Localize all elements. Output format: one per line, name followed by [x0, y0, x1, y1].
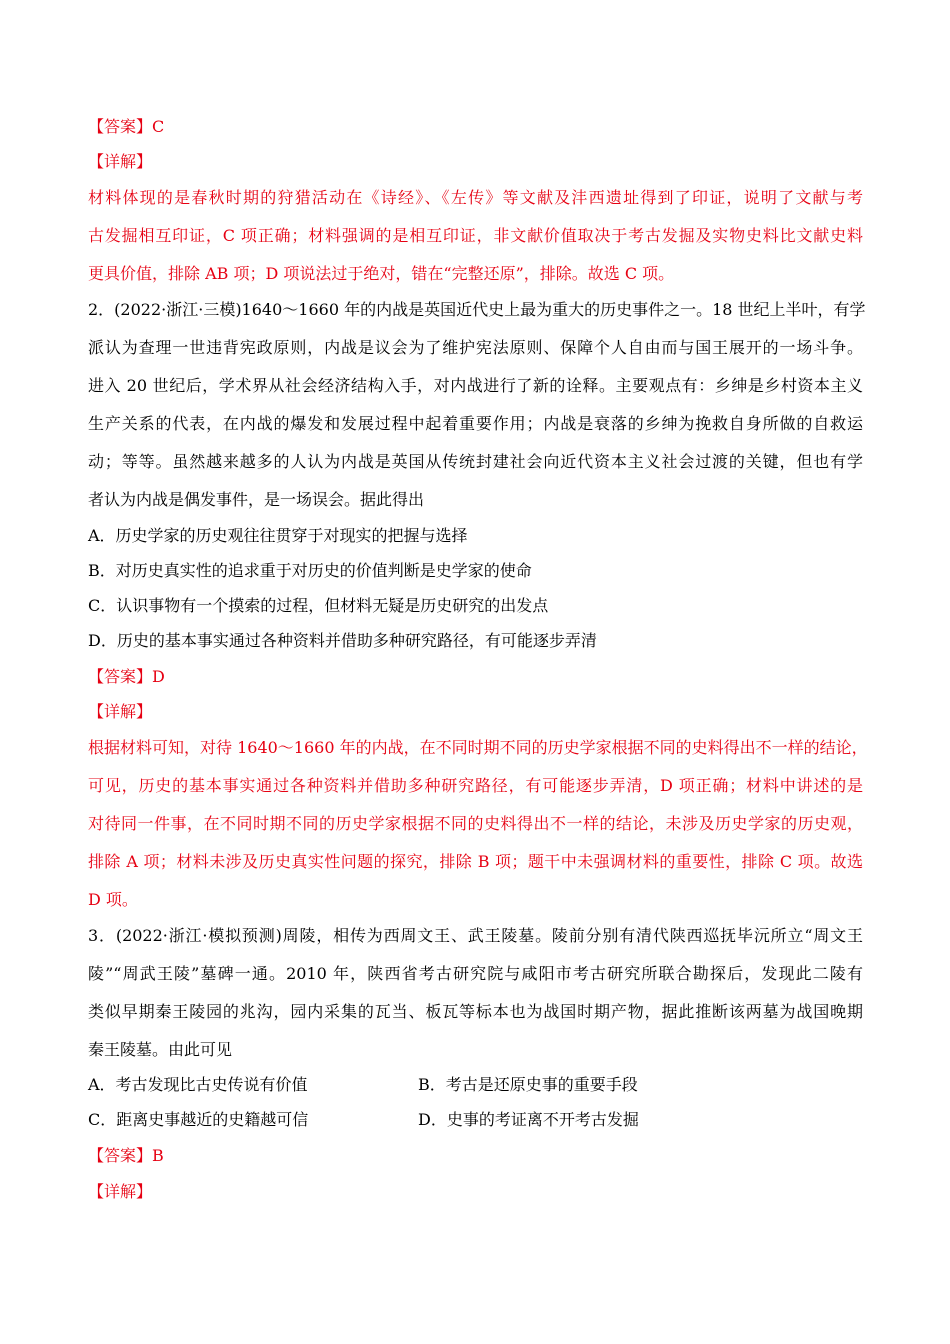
q2-explanation-line: 可见，历史的基本事实通过各种资料并借助多种研究路径，有可能逐步弄清，D 项正确；材料中讲述的是: [88, 776, 863, 795]
q3-option-b: B．考古是还原史事的重要手段: [418, 1075, 638, 1094]
q2-stem-line: 动；等等。虽然越来越多的人认为内战是英国从传统封建社会向近代资本主义社会过渡的关键，但也有学: [88, 452, 863, 471]
q3-answer: 【答案】B: [88, 1146, 164, 1165]
q3-option-d: D．史事的考证离不开考古发掘: [418, 1110, 639, 1129]
q2-explanation-line: 排除 A 项；材料未涉及历史真实性问题的探究，排除 B 项；题干中未强调材料的重要性，排除 C 项。故选: [88, 852, 863, 871]
q2-detail-label: 【详解】: [88, 702, 153, 721]
q2-option-d: D．历史的基本事实通过各种资料并借助多种研究路径，有可能逐步弄清: [88, 631, 597, 650]
q1-explanation-line: 材料体现的是春秋时期的狩猎活动在《诗经》、《左传》等文献及沣西遗址得到了印证，说明了文献与考: [88, 188, 863, 207]
q1-explanation-line: 更具价值，排除 AB 项；D 项说法过于绝对，错在“完整还原”，排除。故选 C 项。: [88, 264, 675, 283]
q2-explanation-line: D 项。: [88, 890, 138, 909]
q3-stem-line: 陵”“周武王陵”墓碑一通。2010 年，陕西省考古研究院与咸阳市考古研究所联合勘探后，发现此二陵有: [88, 964, 863, 983]
q1-detail-label: 【详解】: [88, 152, 153, 171]
q2-option-c: C．认识事物有一个摸索的过程，但材料无疑是历史研究的出发点: [88, 596, 549, 615]
q2-answer: 【答案】D: [88, 667, 165, 686]
q1-answer: 【答案】C: [88, 117, 165, 136]
q3-stem-line: 类似早期秦王陵园的兆沟，园内采集的瓦当、板瓦等标本也为战国时期产物，据此推断该两墓为战国晚期: [88, 1002, 863, 1021]
q3-detail-label: 【详解】: [88, 1182, 153, 1201]
q2-stem-line: 派认为查理一世违背宪政原则，内战是议会为了维护宪法原则、保障个人自由而与国王展开的一场斗争。: [88, 338, 863, 357]
q3-stem-line: 3．(2022·浙江·模拟预测)周陵，相传为西周文王、武王陵墓。陵前分别有清代陕西巡抚毕沅所立“周文王: [88, 926, 863, 945]
q2-stem-line: 进入 20 世纪后，学术界从社会经济结构入手，对内战进行了新的诠释。主要观点有：乡绅是乡村资本主义: [88, 376, 863, 395]
q2-stem-line: 生产关系的代表，在内战的爆发和发展过程中起着重要作用；内战是衰落的乡绅为挽救自身所做的自救运: [88, 414, 863, 433]
q2-option-a: A．历史学家的历史观往往贯穿于对现实的把握与选择: [88, 526, 468, 545]
q3-option-c: C．距离史事越近的史籍越可信: [88, 1110, 309, 1129]
q3-option-a: A．考古发现比古史传说有价值: [88, 1075, 308, 1094]
q2-explanation-line: 根据材料可知，对待 1640～1660 年的内战，在不同时期不同的历史学家根据不同的史料得出不一样的结论，: [88, 738, 868, 757]
q2-option-b: B．对历史真实性的追求重于对历史的价值判断是史学家的使命: [88, 561, 532, 580]
q3-stem-line: 秦王陵墓。由此可见: [88, 1040, 233, 1059]
q2-explanation-line: 对待同一件事，在不同时期不同的历史学家根据不同的史料得出不一样的结论，未涉及历史学家的历史观，: [88, 814, 863, 833]
q2-stem-line: 2．(2022·浙江·三模)1640～1660 年的内战是英国近代史上最为重大的历史事件之一。18 世纪上半叶，有学: [88, 300, 866, 319]
q1-explanation-line: 古发掘相互印证，C 项正确；材料强调的是相互印证，非文献价值取决于考古发掘及实物史料比文献史料: [88, 226, 863, 245]
q2-stem-line: 者认为内战是偶发事件，是一场误会。据此得出: [88, 490, 425, 509]
